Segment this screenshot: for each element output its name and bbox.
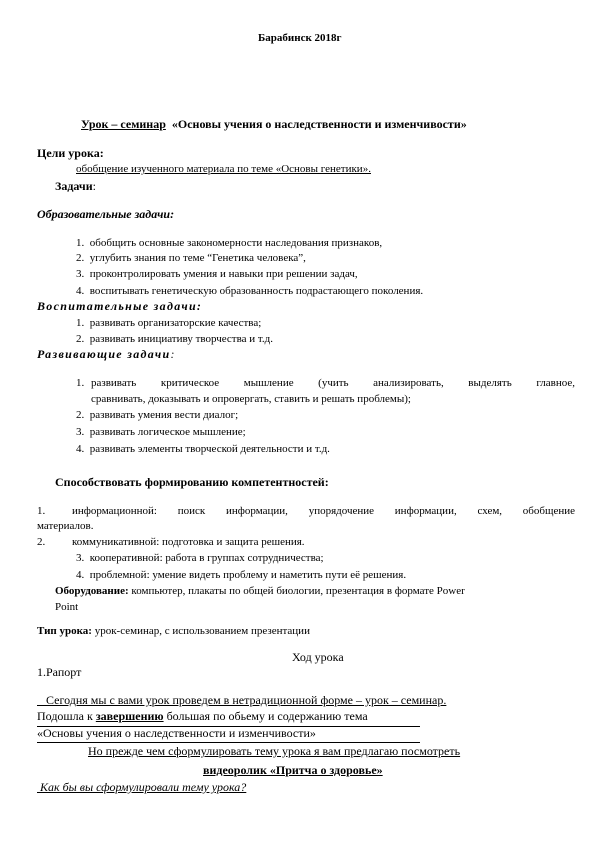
course-heading: Ход урока bbox=[292, 650, 344, 664]
goals-text: обобщение изученного материала по теме «Основы генетики». bbox=[76, 163, 371, 175]
list-item: 2. углубить знания по теме “Генетика человека”, bbox=[76, 252, 306, 264]
list-item-text: развивать критическое мышление (учить анализировать, выделять главное, bbox=[91, 377, 575, 389]
report-item: 1.Рапорт bbox=[37, 665, 82, 679]
equipment: Оборудование: компьютер, плакаты по общей биологии, презентация в формате Power bbox=[55, 585, 465, 597]
lesson-type: Тип урока: урок-семинар, с использованием презентации bbox=[37, 625, 310, 637]
list-item: 4. воспитывать генетическую образованность подрастающего поколения. bbox=[76, 285, 424, 297]
lesson-title bbox=[81, 117, 467, 131]
list-item: 3. проконтролировать умения и навыки при решении задач, bbox=[76, 268, 358, 280]
paragraph: Но прежде чем сформулировать тему урока я вам предлагаю посмотреть bbox=[88, 744, 461, 758]
list-item: 4. проблемной: умение видеть проблему и наметить пути её решения. bbox=[76, 569, 407, 581]
list-item-text: материалов. bbox=[37, 520, 94, 532]
educational-heading: Образовательные задачи: bbox=[37, 207, 175, 221]
video-title: видеоролик «Притча о здоровье» bbox=[203, 763, 383, 777]
lesson-title-main: «Основы учения о наследственности и изменчивости» bbox=[171, 117, 467, 131]
list-item: 3. развивать логическое мышление; bbox=[76, 426, 246, 438]
paragraph: Сегодня мы с вами урок проведем в нетрадиционной форме – урок – семинар. bbox=[46, 693, 447, 707]
list-item: 2. развивать умения вести диалог; bbox=[76, 409, 239, 421]
question: Как бы вы сформулировали тему урока? bbox=[40, 780, 247, 794]
list-item: 3. кооперативной: работа в группах сотрудничества; bbox=[76, 552, 324, 564]
list-item: 2. bbox=[37, 536, 46, 548]
place-year: Барабинск 2018г bbox=[258, 32, 342, 44]
tasks-heading: Задачи: bbox=[55, 179, 96, 193]
list-item-text: сравнивать, доказывать и опровергать, ставить и решать проблемы); bbox=[91, 393, 411, 405]
list-item: 1. развивать организаторские качества; bbox=[76, 317, 262, 329]
developing-heading: Развивающие задачи: bbox=[37, 347, 176, 361]
list-item-text: коммуникативной: подготовка и защита решения. bbox=[72, 536, 305, 548]
list-item: 4. развивать элементы творческой деятельности и т.д. bbox=[76, 443, 330, 455]
underline bbox=[37, 742, 420, 743]
equipment-continued: Point bbox=[55, 601, 79, 613]
paragraph: Подошла к завершению большая по обьему и содержанию тема bbox=[37, 709, 368, 723]
upbringing-heading: Воспитательные задачи: bbox=[37, 299, 203, 313]
list-item: 2. развивать инициативу творчества и т.д. bbox=[76, 333, 273, 345]
list-item-text: информационной: поиск информации, упорядочение информации, схем, обобщение bbox=[72, 505, 575, 517]
paragraph: «Основы учения о наследственности и изменчивости» bbox=[37, 726, 316, 740]
list-item: 1. обобщить основные закономерности наследования признаков, bbox=[76, 237, 383, 249]
goals-heading: Цели урока: bbox=[37, 146, 104, 160]
competences-heading: Способствовать формированию компетентностей: bbox=[55, 475, 329, 489]
list-item: 1. bbox=[76, 377, 90, 389]
lesson-title-prefix: Урок – семинар bbox=[81, 117, 166, 131]
list-item: 1. bbox=[37, 505, 46, 517]
